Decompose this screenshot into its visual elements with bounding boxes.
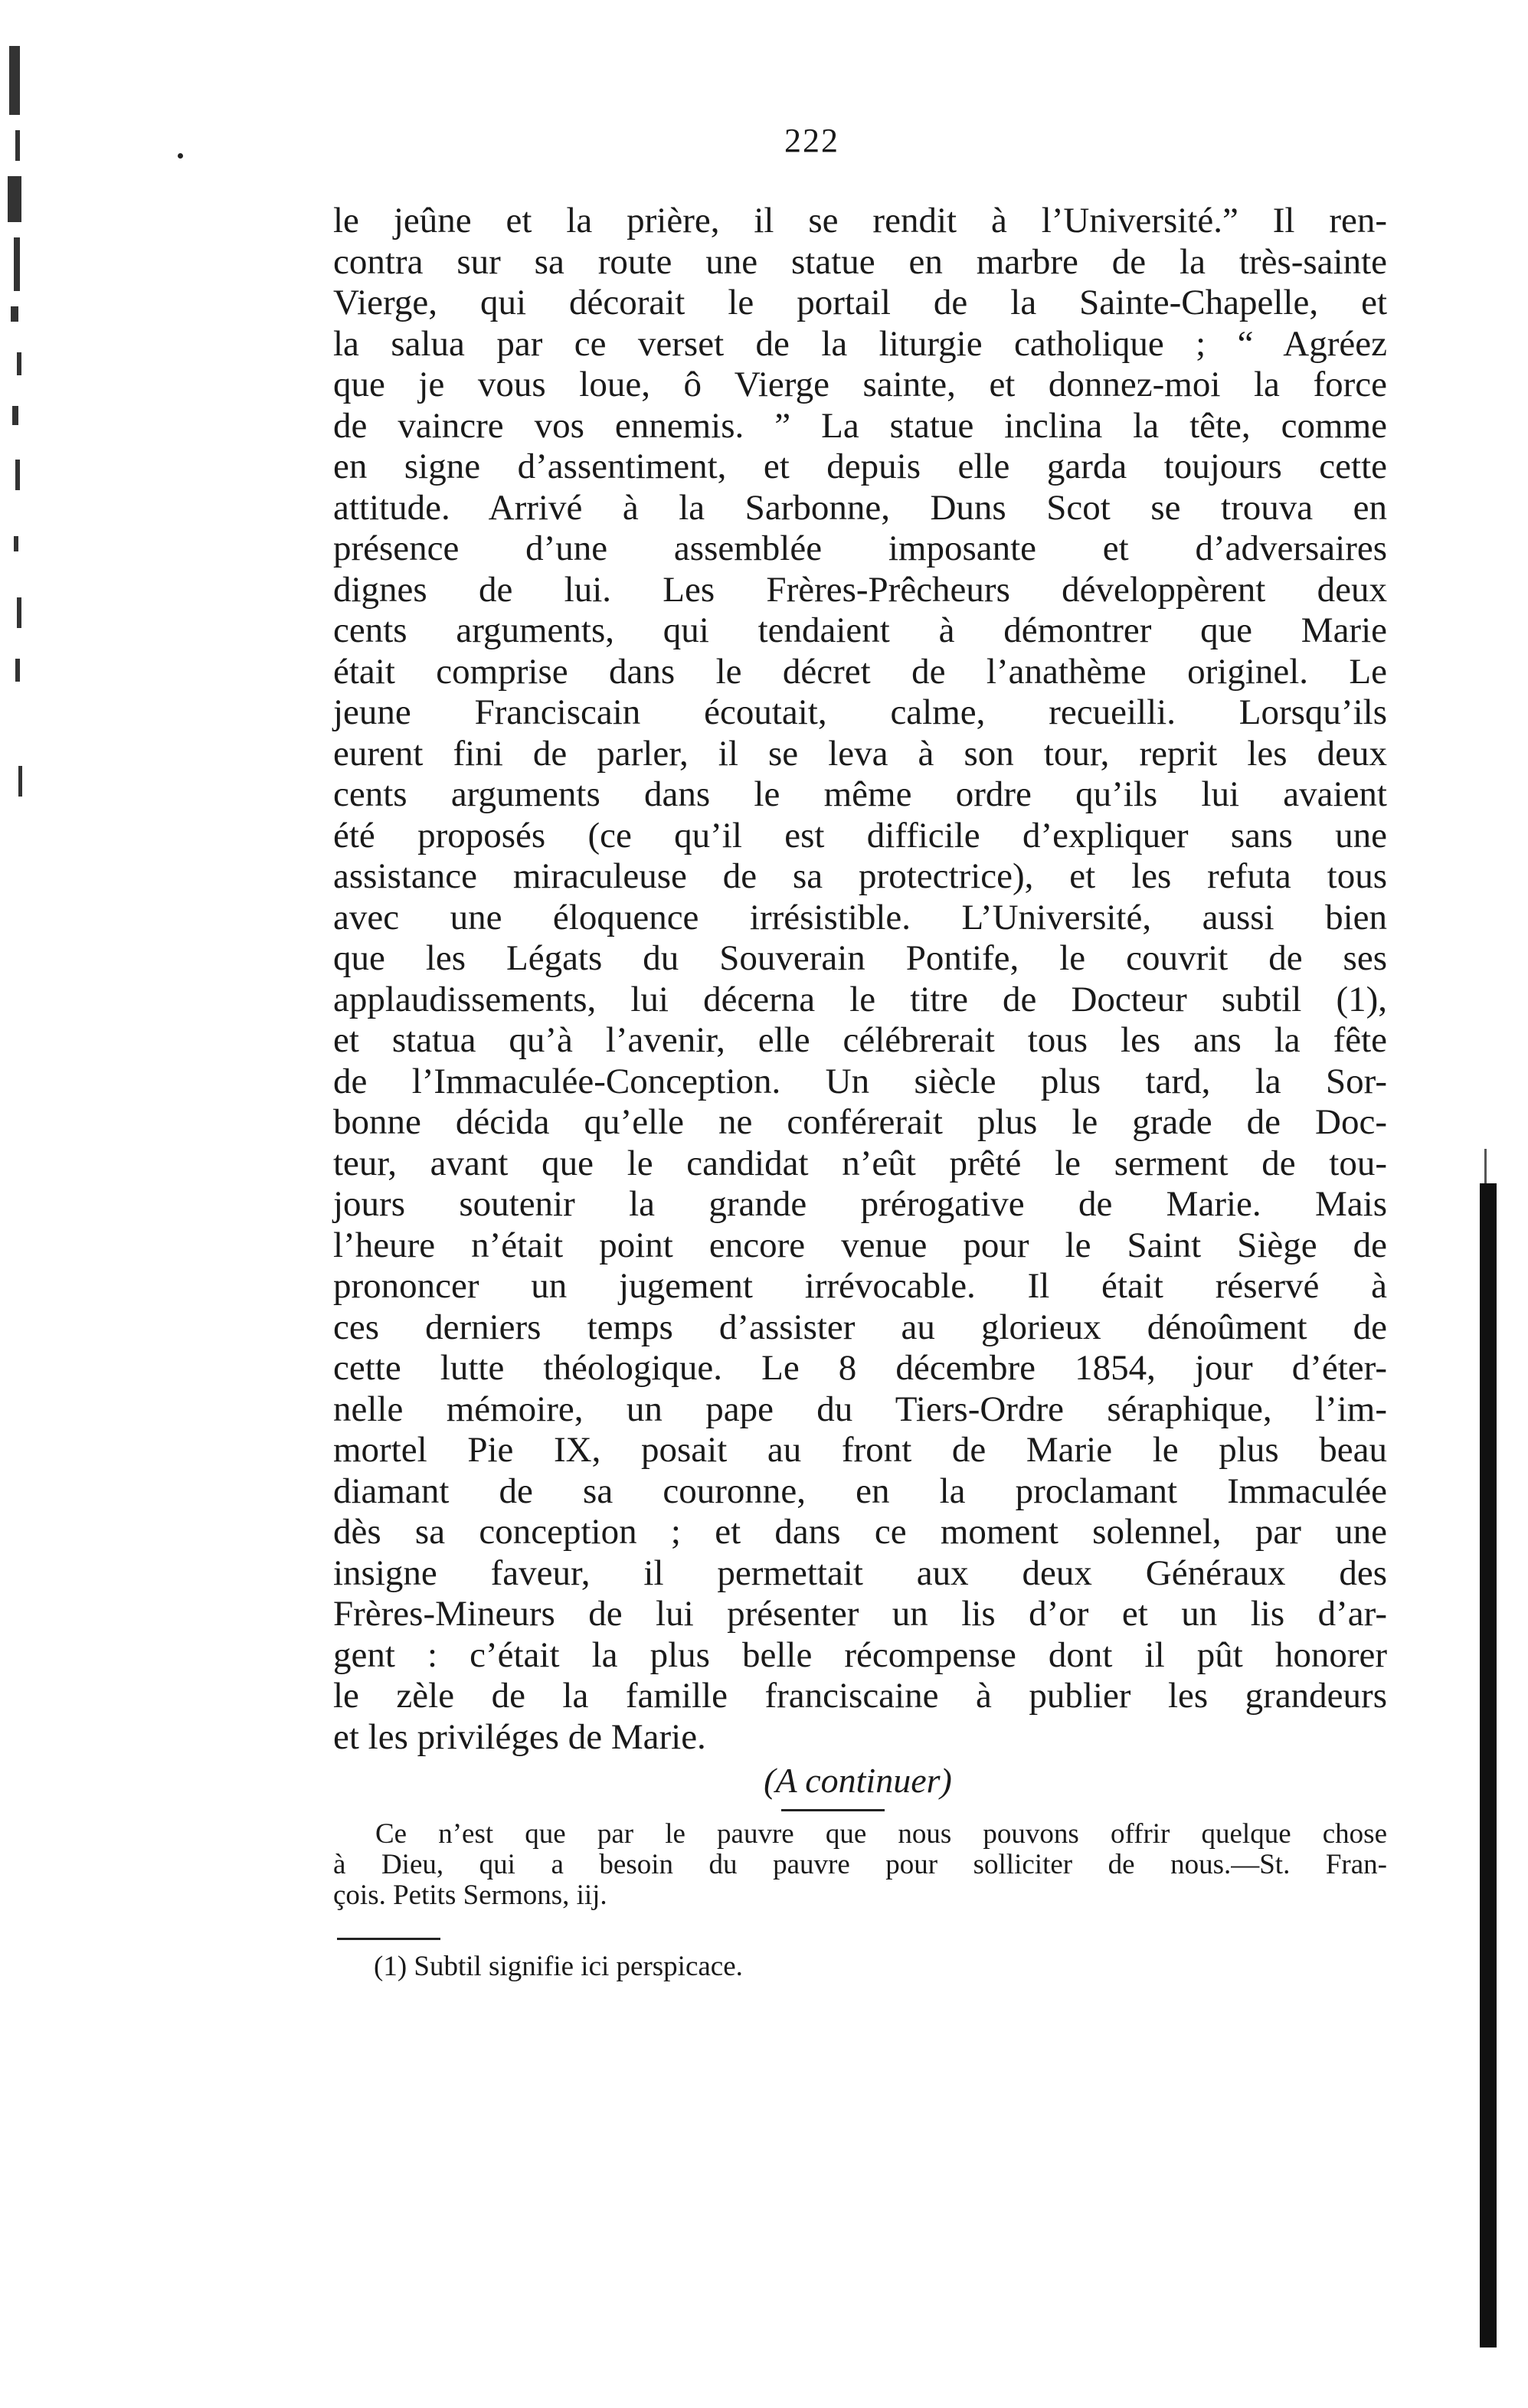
text-line: de vaincre vos ennemis. ” La statue inclina la tête, comme (333, 405, 1387, 446)
text-line: de l’Immaculée-Conception. Un siècle plus tard, la Sor- (333, 1061, 1387, 1101)
quote-line: çois. Petits Sermons, iij. (333, 1880, 607, 1911)
scan-edge-marks (6, 46, 37, 812)
body-text (333, 201, 1387, 1758)
page-number: 222 (784, 122, 839, 159)
section-divider (781, 1809, 885, 1811)
text-line: la salua par ce verset de la liturgie catholique ; “ Agréez (333, 323, 1387, 364)
text-line: Frères-Mineurs de lui présenter un lis d’or et un lis d’ar- (333, 1594, 1387, 1634)
text-line: en signe d’assentiment, et depuis elle garda toujours cette (333, 447, 1387, 486)
quote-line: à Dieu, qui a besoin du pauvre pour solliciter de nous.—St. Fran- (333, 1849, 1387, 1880)
text-line: insigne faveur, il permettait aux deux Généraux des (333, 1552, 1387, 1593)
text-line: nelle mémoire, un pape du Tiers-Ordre séraphique, l’im- (333, 1389, 1387, 1429)
text-line: jours soutenir la grande prérogative de Marie. Mais (333, 1184, 1387, 1224)
epigraph-quote (333, 1819, 1387, 1911)
text-line: jeune Franciscain écoutait, calme, recueilli. Lorsqu’ils (333, 692, 1387, 732)
text-line: applaudissements, lui décerna le titre de Docteur subtil (1), (333, 979, 1387, 1019)
text-line: dignes de lui. Les Frères-Prêcheurs développèrent deux (333, 569, 1387, 610)
text-line: que les Légats du Souverain Pontife, le couvrit de ses (333, 938, 1387, 978)
text-line: eurent fini de parler, il se leva à son tour, reprit les deux (333, 733, 1387, 774)
text-line: cette lutte théologique. Le 8 décembre 1854, jour d’éter- (333, 1348, 1387, 1388)
text-line: teur, avant que le candidat n’eût prêté le serment de tou- (333, 1143, 1387, 1183)
text-line: que je vous loue, ô Vierge sainte, et donnez-moi la force (333, 365, 1387, 404)
text-line: prononcer un jugement irrévocable. Il était réservé à (333, 1266, 1387, 1306)
text-line: dès sa conception ; et dans ce moment solennel, par une (333, 1512, 1387, 1552)
footnote-divider (337, 1938, 440, 1940)
quote-line: Ce n’est que par le pauvre que nous pouvons offrir quelque chose (375, 1818, 1387, 1850)
footnote: (1) Subtil signifie ici perspicace. (374, 1951, 743, 1982)
text-line: ces derniers temps d’assister au glorieux dénoûment de (333, 1307, 1387, 1347)
text-line: contra sur sa route une statue en marbre de la très-sainte (333, 241, 1387, 282)
text-line: assistance miraculeuse de sa protectrice), et les refuta tous (333, 856, 1387, 896)
text-line: gent : c’était la plus belle récompense dont il pût honorer (333, 1634, 1387, 1675)
text-line: diamant de sa couronne, en la proclamant Immaculée (333, 1471, 1387, 1511)
text-line: cents arguments, qui tendaient à démontrer que Marie (333, 610, 1387, 650)
text-line: était comprise dans le décret de l’anathème originel. Le (333, 651, 1387, 692)
text-line: et les priviléges de Marie. (333, 1716, 706, 1757)
continuation-note: (A continuer) (764, 1761, 952, 1800)
text-line: Vierge, qui décorait le portail de la Sainte-Chapelle, et (333, 283, 1387, 322)
stray-ink-dot (178, 153, 183, 159)
text-line: l’heure n’était point encore venue pour le Saint Siège de (333, 1225, 1387, 1265)
text-line: bonne décida qu’elle ne conférerait plus le grade de Doc- (333, 1102, 1387, 1142)
text-line: présence d’une assemblée imposante et d’adversaires (333, 528, 1387, 568)
text-line: le jeûne et la prière, il se rendit à l’Université.” Il ren- (333, 201, 1387, 240)
text-line: cents arguments dans le même ordre qu’ils lui avaient (333, 774, 1387, 814)
text-line: le zèle de la famille franciscaine à publier les grandeurs (333, 1676, 1387, 1716)
text-line: mortel Pie IX, posait au front de Marie le plus beau (333, 1430, 1387, 1470)
text-line: et statua qu’à l’avenir, elle célébrerait tous les ans la fête (333, 1020, 1387, 1060)
text-line: avec une éloquence irrésistible. L’Université, aussi bien (333, 897, 1387, 937)
text-line: attitude. Arrivé à la Sarbonne, Duns Scot se trouva en (333, 487, 1387, 528)
page-edge-shadow (1480, 1183, 1497, 2347)
text-line: été proposés (ce qu’il est difficile d’expliquer sans une (333, 815, 1387, 856)
